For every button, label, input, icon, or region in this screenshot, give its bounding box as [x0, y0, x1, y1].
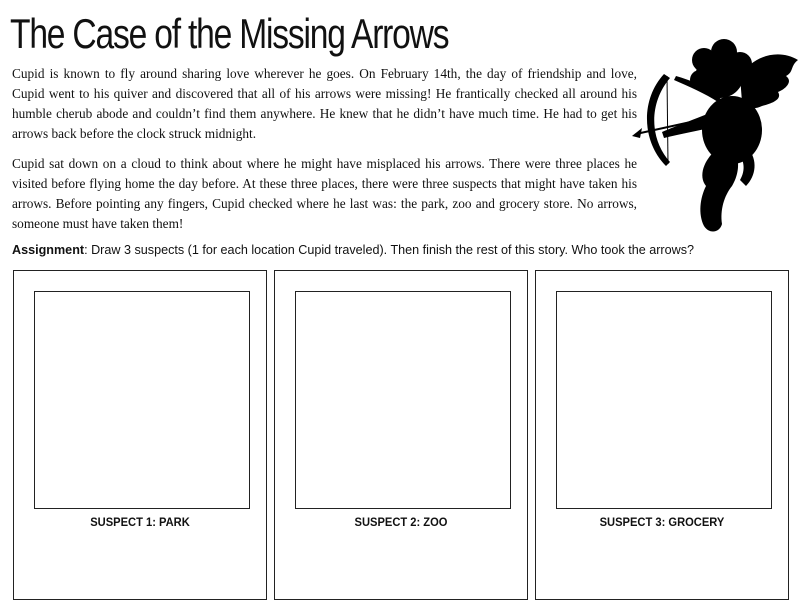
- story-paragraph-1: Cupid is known to fly around sharing love wherever he goes. On February 14th, the day of friendship and love, Cupid went to his quiver and discovered that all of his arrows were missing! He frantically checked all around his humble cherub abode and couldn’t find them anywhere. He knew that he didn’t have much time. He had to get his arrows back before the clock struck midnight.: [12, 66, 637, 141]
- suspect-panel-zoo: [274, 270, 528, 600]
- assignment-label: Assignment: [12, 243, 85, 257]
- story-paragraph-2: Cupid sat down on a cloud to think about where he might have misplaced his arrows. There were three places he visited before flying home the day before. At these three places, there were three suspects that might have taken his arrows. Before pointing any fingers, Cupid checked where he last was: the park, zoo and grocery store. No arrows, someone must have taken them!: [12, 156, 637, 231]
- suspect-panel-park: [13, 270, 267, 600]
- assignment-instructions: [12, 240, 792, 260]
- suspect-panel-grocery: [535, 270, 789, 600]
- drawing-box-park[interactable]: [34, 291, 250, 509]
- assignment-text: : Draw 3 suspects (1 for each location Cupid traveled). Then finish the rest of this story. Who took the arrows?: [84, 243, 694, 257]
- drawing-box-zoo[interactable]: [295, 291, 511, 509]
- suspect-label-grocery: SUSPECT 3: GROCERY: [599, 515, 725, 529]
- drawing-box-grocery[interactable]: [556, 291, 772, 509]
- cupid-silhouette-icon: [628, 30, 800, 240]
- suspect-label-park: SUSPECT 1: PARK: [90, 515, 190, 529]
- suspect-label-zoo: SUSPECT 2: ZOO: [354, 515, 448, 529]
- page-title: The Case of the Missing Arrows: [10, 10, 449, 57]
